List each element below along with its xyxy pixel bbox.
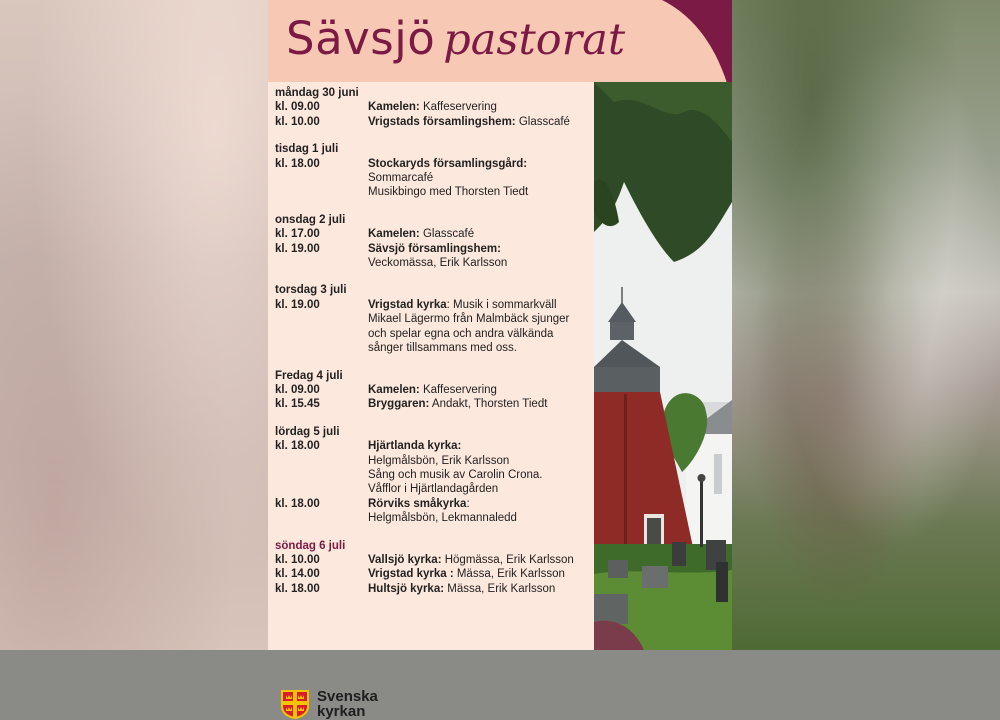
event-time: [275, 482, 368, 496]
event-time: kl. 15.45: [275, 398, 320, 411]
event-place: Vrigstad kyrka :: [368, 568, 454, 581]
event-detail: Glasscafé: [515, 115, 570, 128]
event-row: [275, 383, 593, 397]
schedule-panel: [268, 82, 594, 720]
event-description: [368, 227, 593, 241]
event-time: kl. 19.00: [275, 242, 320, 255]
event-place: Rörviks småkyrka: [368, 497, 467, 510]
event-description: [368, 185, 593, 199]
event-detail: :: [466, 497, 470, 510]
event-description: [368, 553, 593, 567]
event-row: [275, 482, 593, 496]
event-time: [275, 327, 368, 341]
schedule-list: [275, 86, 593, 609]
event-time: kl. 18.00: [275, 440, 320, 453]
logo-line1: Svenska: [317, 688, 378, 705]
day-title: lördag 5 juli: [275, 425, 340, 438]
event-place: Vallsjö kyrka:: [368, 553, 442, 566]
event-description: [368, 100, 593, 114]
schedule-day: [275, 86, 593, 129]
event-row: [275, 115, 593, 129]
event-description: [368, 482, 593, 496]
schedule-day: [275, 283, 593, 355]
event-place: Kamelen:: [368, 228, 420, 241]
event-row: [275, 439, 593, 453]
day-title: onsdag 2 juli: [275, 213, 346, 226]
event-place: Vrigstad kyrka: [368, 298, 447, 311]
schedule-day: [275, 539, 593, 597]
logo-text: [317, 689, 378, 719]
event-description: [368, 256, 593, 270]
church-photo: [594, 82, 732, 650]
event-description: [368, 298, 593, 312]
event-description: [368, 115, 593, 129]
event-detail: Kaffeservering: [419, 383, 497, 396]
event-time: [275, 185, 368, 199]
event-detail: Sommarcafé: [368, 172, 434, 185]
event-time: [275, 454, 368, 468]
event-description: [368, 171, 593, 185]
day-title: Fredag 4 juli: [275, 369, 343, 382]
svenska-kyrkan-logo: [280, 688, 378, 720]
event-detail: Mässa, Erik Karlsson: [444, 582, 556, 595]
event-detail: Mässa, Erik Karlsson: [453, 568, 565, 581]
event-description: [368, 242, 593, 256]
event-time: [275, 256, 368, 270]
event-description: [368, 312, 593, 326]
day-title: måndag 30 juni: [275, 87, 359, 99]
schedule-day: [275, 369, 593, 412]
day-title: söndag 6 juli: [275, 539, 346, 552]
event-time: kl. 18.00: [275, 157, 320, 170]
poster-header: [268, 0, 732, 82]
event-detail: Helgmålsbön, Lekmannaledd: [368, 512, 517, 525]
event-place: Sävsjö församlingshem:: [368, 242, 501, 255]
event-place: Hultsjö kyrka:: [368, 582, 445, 595]
event-description: [368, 497, 593, 511]
event-description: [368, 327, 593, 341]
event-detail: Musikbingo med Thorsten Tiedt: [368, 186, 529, 199]
event-detail: Veckomässa, Erik Karlsson: [368, 257, 508, 270]
event-place: Stockaryds församlingsgård:: [368, 157, 528, 170]
event-detail: Andakt, Thorsten Tiedt: [429, 398, 548, 411]
event-row: [275, 298, 593, 312]
event-row: [275, 157, 593, 171]
church-crest-icon: [280, 688, 310, 720]
event-row: [275, 256, 593, 270]
event-row: [275, 242, 593, 256]
title-part2: pastorat: [443, 15, 626, 65]
event-detail: Kaffeservering: [419, 101, 497, 114]
event-row: [275, 227, 593, 241]
event-time: kl. 14.00: [275, 568, 320, 581]
event-time: kl. 19.00: [275, 298, 320, 311]
event-row: [275, 511, 593, 525]
event-time: [275, 511, 368, 525]
event-detail: Mikael Lägermo från Malmbäck sjunger: [368, 313, 570, 326]
event-description: [368, 157, 593, 171]
event-detail: Glasscafé: [419, 228, 475, 241]
event-row: [275, 468, 593, 482]
event-description: [368, 567, 593, 581]
schedule-day: [275, 425, 593, 526]
event-description: [368, 341, 593, 355]
event-time: [275, 468, 368, 482]
event-row: [275, 397, 593, 411]
schedule-day: [275, 142, 593, 200]
event-place: Kamelen:: [368, 101, 420, 114]
event-time: [275, 171, 368, 185]
event-detail: Helgmålsbön, Erik Karlsson: [368, 454, 510, 467]
blurred-background-right: [732, 0, 1000, 650]
blurred-background-left: [0, 0, 268, 650]
event-place: Bryggaren:: [368, 398, 430, 411]
event-detail: Sång och musik av Carolin Crona.: [368, 468, 543, 481]
event-row: [275, 185, 593, 199]
event-row: [275, 454, 593, 468]
logo-line2: kyrkan: [317, 703, 366, 720]
event-description: [368, 454, 593, 468]
event-detail: och spelar egna och andra välkända: [368, 327, 554, 340]
event-row: [275, 553, 593, 567]
event-poster: [268, 0, 732, 720]
event-row: [275, 312, 593, 326]
event-time: kl. 18.00: [275, 582, 320, 595]
event-detail: Högmässa, Erik Karlsson: [441, 553, 574, 566]
event-description: [368, 511, 593, 525]
day-title: torsdag 3 juli: [275, 284, 347, 297]
event-time: [275, 312, 368, 326]
event-time: kl. 09.00: [275, 101, 320, 114]
event-detail: : Musik i sommarkväll: [446, 298, 557, 311]
event-time: kl. 10.00: [275, 115, 320, 128]
event-time: kl. 09.00: [275, 383, 320, 396]
event-description: [368, 439, 593, 453]
event-row: [275, 497, 593, 511]
page-title: [286, 12, 625, 65]
event-detail: Våfflor i Hjärtlandagården: [368, 483, 499, 496]
event-description: [368, 383, 593, 397]
event-description: [368, 468, 593, 482]
event-row: [275, 327, 593, 341]
event-time: [275, 341, 368, 355]
church-tower-illustration: [594, 82, 732, 650]
title-part1: Sävsjö: [286, 12, 436, 65]
event-place: Kamelen:: [368, 383, 420, 396]
event-row: [275, 582, 593, 596]
event-description: [368, 582, 593, 596]
event-row: [275, 567, 593, 581]
event-detail: sånger tillsammans med oss.: [368, 342, 517, 355]
event-place: Vrigstads församlingshem:: [368, 115, 516, 128]
event-description: [368, 397, 593, 411]
event-row: [275, 171, 593, 185]
schedule-day: [275, 213, 593, 271]
event-time: kl. 10.00: [275, 553, 320, 566]
event-time: kl. 18.00: [275, 497, 320, 510]
event-row: [275, 341, 593, 355]
day-title: tisdag 1 juli: [275, 143, 339, 156]
event-row: [275, 100, 593, 114]
event-place: Hjärtlanda kyrka:: [368, 440, 462, 453]
event-time: kl. 17.00: [275, 228, 320, 241]
